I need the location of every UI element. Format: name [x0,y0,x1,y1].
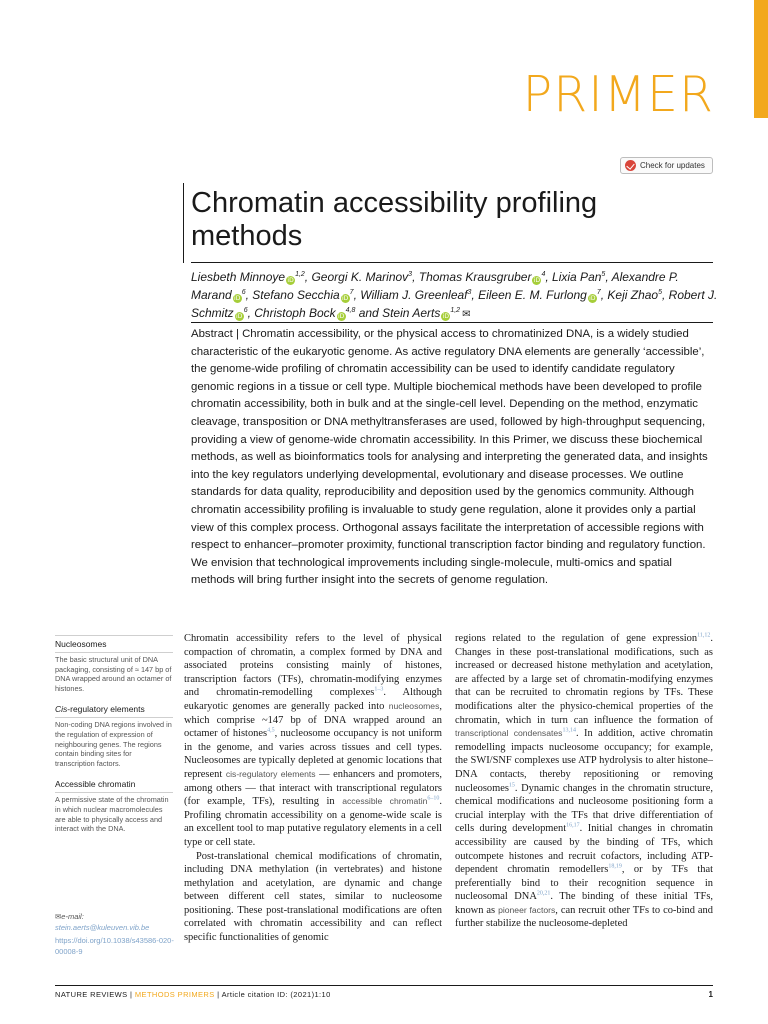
corresponding-mail-icon[interactable]: ✉ [462,309,471,320]
affiliation-marker: 4 [541,271,546,278]
affiliation-marker: 1,2 [295,271,305,278]
orcid-icon[interactable]: iD [337,313,345,320]
citation-ref[interactable]: 15 [508,782,515,789]
citation-id: Article citation ID: (2021)1:10 [221,990,331,999]
glossary-item [55,704,173,768]
accent-bar [754,0,768,118]
author-name[interactable]: Keji Zhao [607,288,659,302]
section-label: PRIMER [522,66,714,123]
title-rule [183,183,184,263]
abstract-text: Chromatin accessibility, or the physical access to chromatinized DNA, is a widely studied characteristic of the eukaryotic genome. As active regulatory DNA elements are generally ‘accessible’, the genome-wide profiling of chromatin accessibility can be used to identify candidate regulatory genomic regions in a tissue or cell type. Multiple biochemical methods have been developed to profile chromatin accessibility, both in bulk and at the single-cell level. Depending on the method, enzymatic cleavage, transposition or DNA methyltransferases are used, followed by high-throughput sequencing, providing a view of genome-wide chromatin accessibility. In this Primer, we discuss these biochemical methods, as well as bioinformatics tools for analysing and interpreting the generated data, and insights into the key regulators underlying developmental, evolutionary and disease processes. We outline standards for data quality, reproducibility and deposition used by the genomics community. Although chromatin accessibility profiling is invaluable to study gene regulation, alone it provides only a partial view of this complex process. Orthogonal assays facilitate the interpretation of accessible regions with respect to enhancer–promoter proximity, functional transcription factor binding and regulatory function. We envision that technological improvements including single-molecule, multi-omics and spatial methods will bring further insight into the secrets of genome regulation. [191,328,708,587]
glossary-term-link[interactable]: pioneer factors [498,904,556,915]
orcid-icon[interactable]: iD [442,313,449,320]
glossary-term: Accessible chromatin [55,779,173,793]
glossary-term-link[interactable]: nucleosomes [388,700,440,711]
body-column-2 [455,632,713,931]
mail-icon: ✉ [55,912,62,921]
citation-ref[interactable]: 11,12 [697,632,711,639]
affiliation-marker: 6 [241,289,246,296]
glossary-item [55,639,173,693]
affiliation-marker: 6 [243,307,248,314]
email-link[interactable]: stein.aerts@kuleuven.vib.be [55,923,150,932]
glossary-term: Nucleosomes [55,639,173,653]
footer: NATURE REVIEWS | METHODS PRIMERS | Article citation ID: (2021)1:10 [55,990,331,999]
citation-ref[interactable]: 1–3 [374,686,384,693]
author-name[interactable]: William J. Greenleaf [360,288,468,302]
glossary [55,639,173,845]
glossary-definition: Non-coding DNA regions involved in the regulation of expression of neighbouring genes. The regions contain binding sites for transcription factors. [55,720,172,768]
author-name[interactable]: Christoph Bock [254,306,336,320]
author-name[interactable]: Eileen E. M. Furlong [478,288,587,302]
citation-ref[interactable]: 16,17 [566,822,580,829]
glossary-rule [55,635,173,636]
citation-ref[interactable]: 6–10 [427,795,440,802]
author-name[interactable]: Alexandre P. Marand [191,270,679,302]
journal-name: NATURE REVIEWS [55,990,128,999]
contact-info [55,911,175,957]
glossary-term-link[interactable]: transcriptional condensates [455,728,563,739]
author-name[interactable]: Thomas Krausgruber [418,270,532,284]
citation-ref[interactable]: 4,5 [267,727,275,734]
citation-ref[interactable]: 18,19 [608,863,622,870]
affiliation-marker: 5 [601,271,606,278]
affiliation-marker: 7 [596,289,601,296]
glossary-term: Cis-regulatory elements [55,704,173,718]
body-column-1 [184,632,442,945]
author-name[interactable]: Stefano Secchia [252,288,340,302]
glossary-definition: The basic structural unit of DNA packaging, consisting of ≈ 147 bp of DNA wrapped around an octamer of histones. [55,655,172,693]
paragraph: Chromatin accessibility refers to the level of physical compaction of chromatin, a complex formed by DNA and associated proteins consisting mainly of histones, transcription factors (TFs), chromatin-modifying enzymes and chromatin-remodelling complexes$^{1-3}$. Although eukaryotic genomes are generally packed into nucleosomes, which comprise ~147 bp of DNA wrapped around an octamer of histones$^{4,5}$, nucleosome occupancy is not uniform in the genome, and varies across tissues and cell types. Nucleosomes are typically depleted at genomic locations that represent cis-regulatory elements — enhancers and promoters, among others — that interact with transcriptional regulators (for example, TFs), resulting in accessible chromatin$^{6-10}$. Profiling chromatin accessibility on a genome-wide scale is an excellent tool to map putative regulatory elements in a cell type or cell state. [184,633,443,848]
orcid-icon[interactable]: iD [234,295,241,302]
orcid-icon[interactable]: iD [342,295,349,302]
abstract-label: Abstract [191,328,233,340]
affiliation-marker: 4,8 [345,307,356,314]
affiliation-marker: 3 [467,289,472,296]
author-name[interactable]: Liesbeth Minnoye [191,270,286,284]
author-name[interactable]: Stein Aerts [382,306,441,320]
glossary-term-link[interactable]: accessible chromatin [342,796,428,807]
citation-ref[interactable]: 20,21 [536,890,551,897]
check-updates-button[interactable] [620,157,713,174]
abstract: Abstract | Chromatin accessibility, or the physical access to chromatinized DNA, is a widely studied characteristic of the eukaryotic genome. As active regulatory DNA elements are generally ‘accessible’, the genome-wide profiling of chromatin accessibility can be used to identify candidate regulatory genomic regions in a tissue or cell type. Multiple biochemical methods have been developed to profile chromatin accessibility, both in bulk and at the single-cell level. Depending on the method, enzymatic cleavage, transposition or DNA methyltransferases are used, followed by high-throughput sequencing, providing a view of genome-wide chromatin accessibility. In this Primer, we discuss these biochemical methods, as well as bioinformatics tools for analysing and interpreting the generated data, and insights into the key regulators underlying developmental, evolutionary and disease processes. We outline standards for data quality, reproducibility and deposition used by the genomics community. Although chromatin accessibility profiling is invaluable to study gene regulation, alone it provides only a partial view of this complex process. Orthogonal assays facilitate the interpretation of accessible regions with respect to enhancer–promoter proximity, functional transcription factor binding and regulatory function. We envision that technological improvements including single-molecule, multi-omics and spatial methods will bring further insight into the secrets of genome regulation. [191,328,708,587]
paragraph: regions related to the regulation of gene expression$^{11,12}$. Changes in these post-translational modifications, such as increased or decreased histone methylation and acetylation, are affected by a large set of chromatin-modifying enzymes that can be recruited to chromatin regions by TFs. These modifications alter the physico-chemical properties of the chromatin, which in turn can influence the formation of transcriptional condensates$^{13,14}$. In addition, active chromatin remodelling impacts nucleosome occupancy; for example, the SWI/SNF complexes use ATP hydrolysis to alter histone–DNA contacts, thereby repositioning or removing nucleosomes$^{15}$. Dynamic changes in the chromatin structure, chemical modifications and nucleosome positioning form a crucial interplay with the TFs that drive differentiation of cells during development$^{16,17}$. Initial changes in chromatin accessibility are caused by the binding of TFs, which outcompete histones and recruit cofactors, including ATP-dependent chromatin remodellers$^{18,19}$, or by TFs that preferentially bind to their recognition sequence in nucleosomal DNA$^{20,21}$. The binding of these initial TFs, known as pioneer factors, can recruit other TFs to co-bind and further stabilize the nucleosome-depleted [455,632,713,930]
email-label: e-mail: [61,912,84,921]
footer-rule [55,985,713,986]
doi-link[interactable]: https://doi.org/10.1038/s43586-020-00008-9 [55,936,174,956]
affiliation-marker: 5 [658,289,662,296]
abstract-rule [191,322,713,323]
article-title: Chromatin accessibility profiling methods [191,187,598,252]
author-name[interactable]: Lixia Pan [552,270,602,284]
citation-ref[interactable]: 13,14 [562,727,576,734]
paragraph: Post-translational chemical modifications of chromatin, including DNA methylation (in vertebrates) and histone methylation and acetylation, are dynamic and change between different cell states, similar to nucleosome positioning. These post-translational modifications are often correlated with chromatin accessibility and can reflect specific functionalities of genomic [184,850,442,944]
orcid-icon[interactable]: iD [287,277,294,284]
author-name[interactable]: Georgi K. Marinov [311,270,409,284]
page-number: 1 [708,990,713,999]
glossary-term-link[interactable]: cis-regulatory elements [225,768,316,779]
orcid-icon[interactable]: iD [533,277,541,284]
series-name: METHODS PRIMERS [134,990,215,999]
affiliation-marker: 7 [349,289,354,296]
author-name[interactable]: Robert J. Schmitz [191,288,718,320]
orcid-icon[interactable]: iD [589,295,596,302]
glossary-item [55,779,173,833]
glossary-definition: A permissive state of the chromatin in which nuclear macromolecules are able to physically access and interact with the DNA. [55,795,169,834]
affiliation-marker: 1,2 [450,307,461,314]
affiliation-marker: 3 [408,271,413,278]
check-updates-icon [625,160,636,171]
author-list: Liesbeth Minnoye iD$^{1,2}$, Georgi K. Marinov$^3$, Thomas Krausgruber $iD^4$, Lixia Pan$^5$, Alexandre P. Marand $iD^6$, Stefano Secchia $iD^7$, William J. Greenleaf$^3$, Eileen E. M. Furlong $iD^7$, Keji Zhao$^5$, Robert J. Schmitz $iD^6$, Christoph Bock iD$^{4,8}$ and Stein Aerts iD$^{1,2}$ ✉ [191,270,718,320]
title-underline [191,262,713,263]
orcid-icon[interactable]: iD [236,313,243,320]
check-updates-label: Check for updates [640,161,705,170]
